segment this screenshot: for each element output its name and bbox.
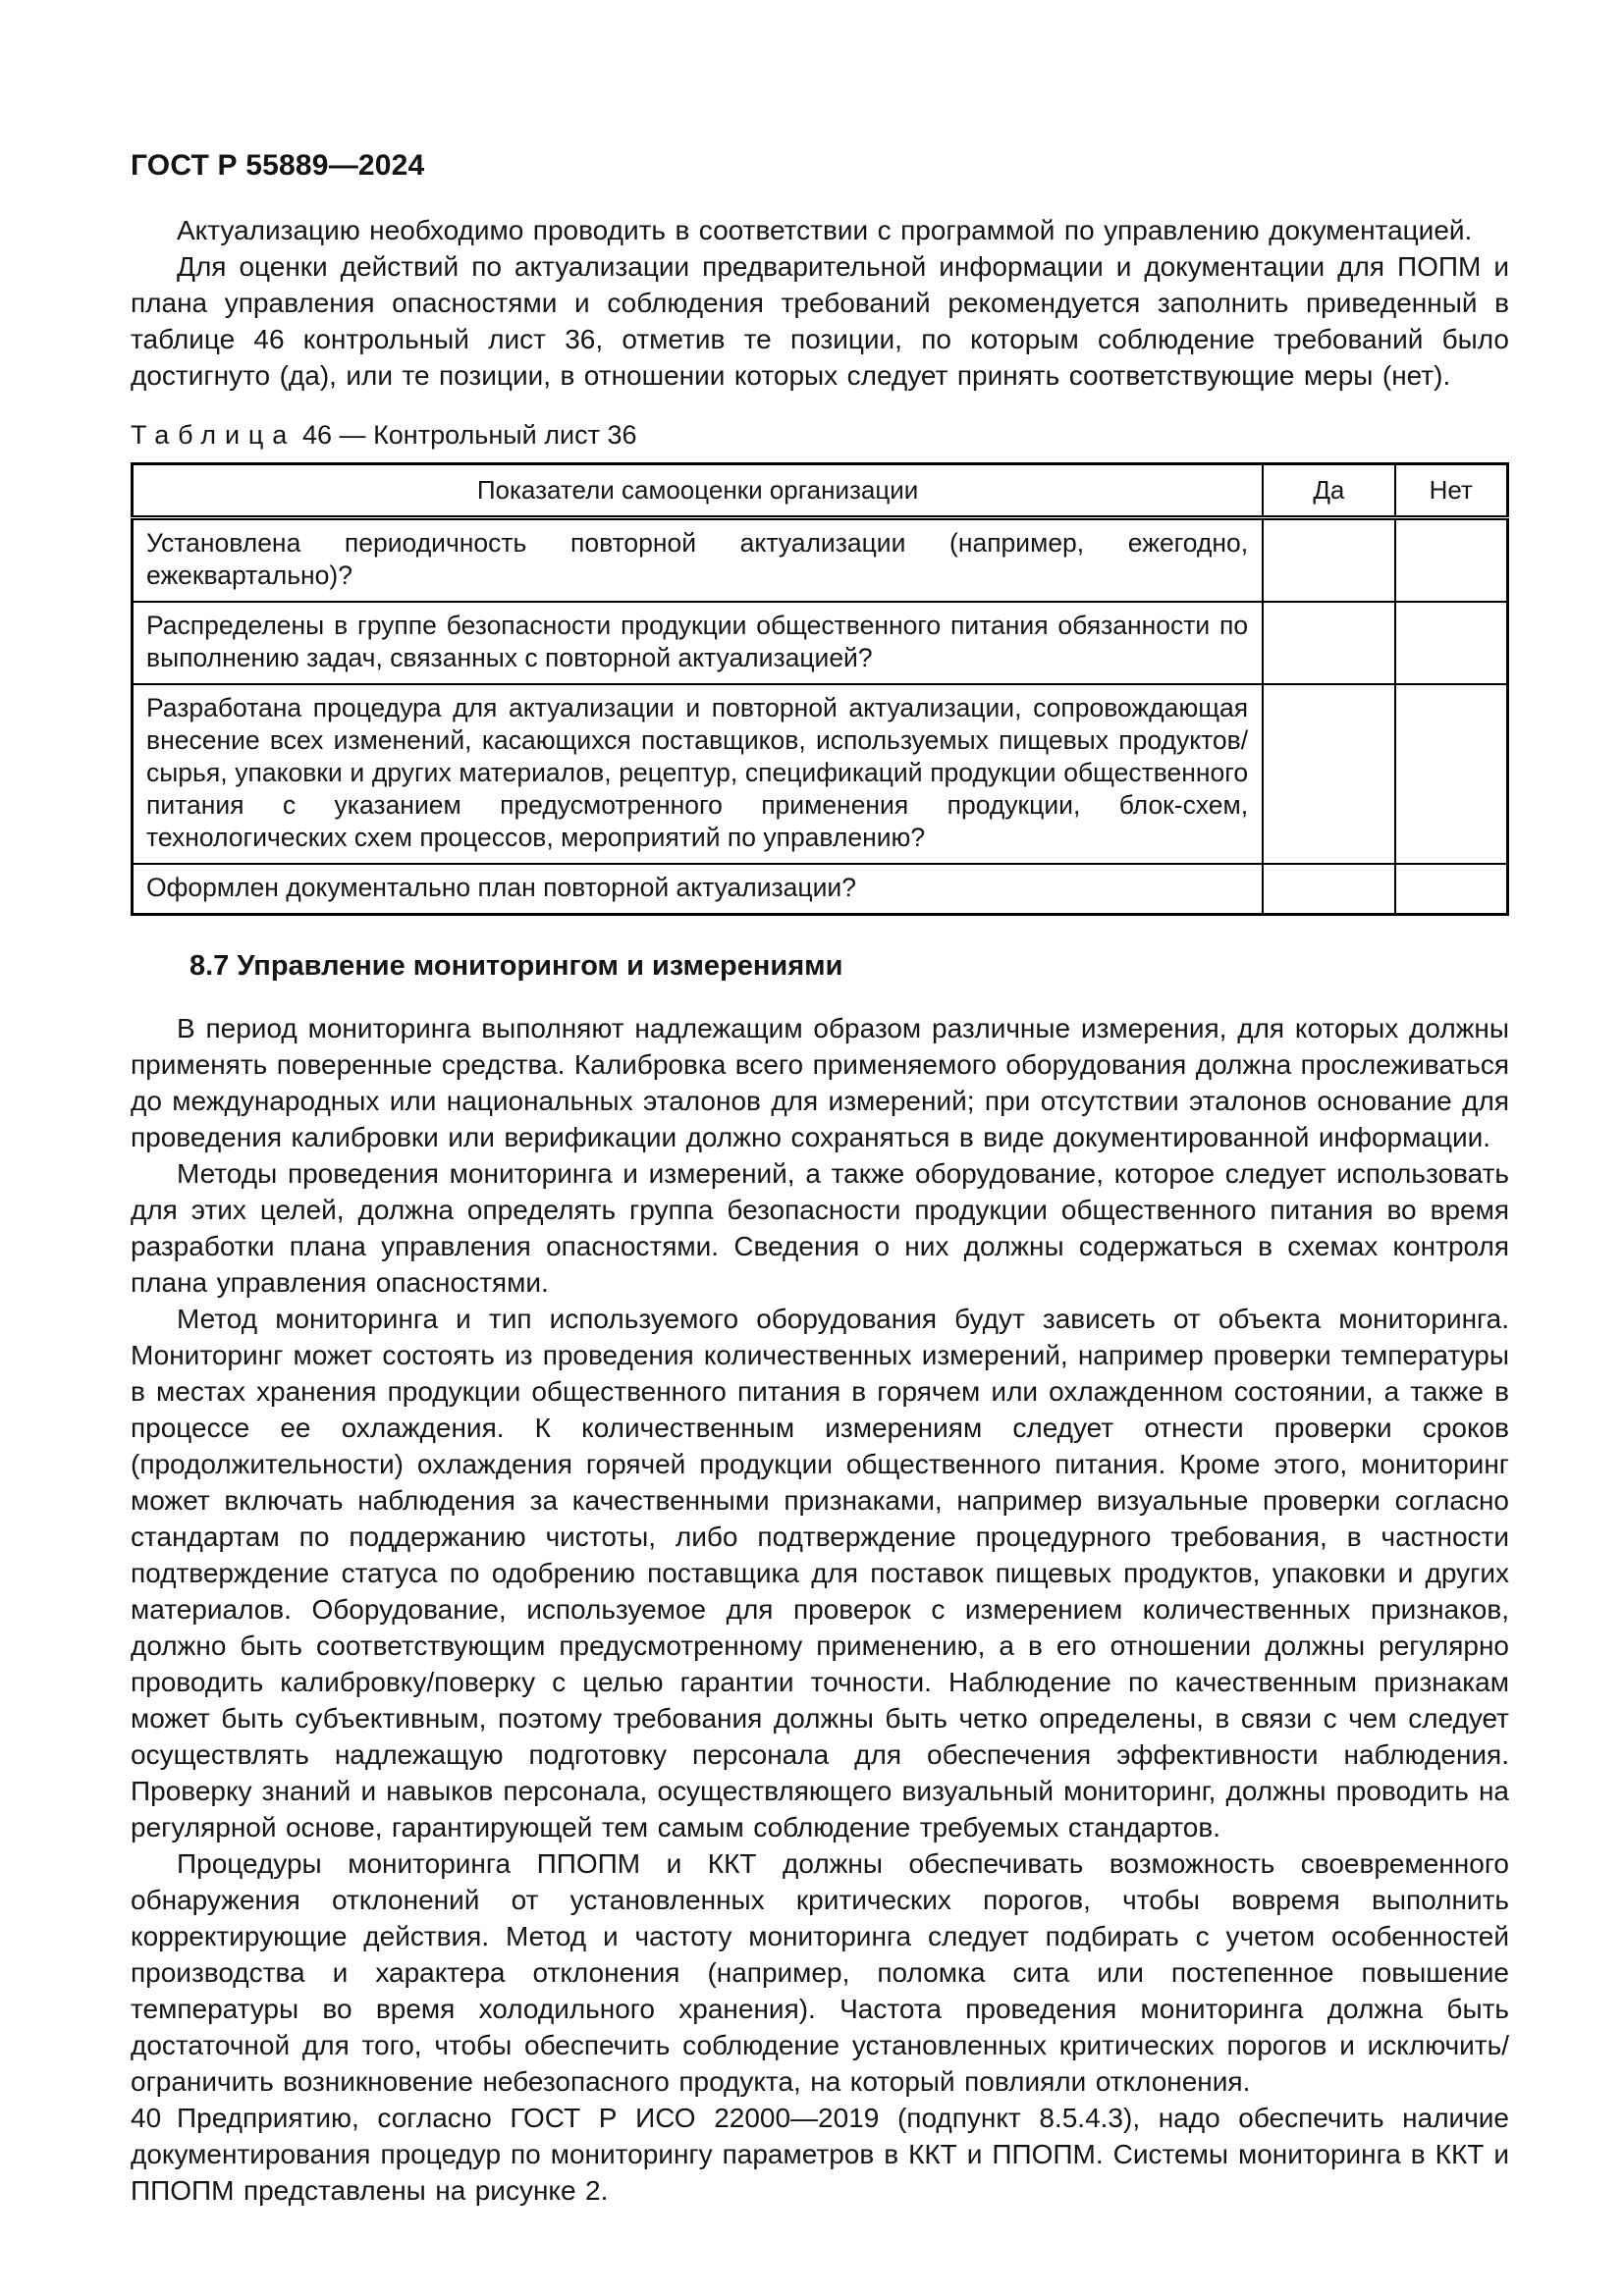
no-answer-cell xyxy=(1395,602,1508,684)
paragraph-monitoring-procedures: Процедуры мониторинга ППОПМ и ККТ должны обеспечивать возможность своевременного обнаружения отклонений от установленных критических порогов, чтобы вовремя выполнить корректирующие действия. Метод и частоту мониторинга следует подбирать с учетом особенностей производства и характера отклонения (например, поломка сита или постепенное повышение температуры во время холодильного хранения). Частота проведения мониторинга должна быть достаточной для того, чтобы обеспечить соблюдение установленных критических порогов и исключить/ограничить возникновение небезопасного продукта, на который повлияли отклонения. xyxy=(131,1848,1509,2097)
table-caption-number: 46 xyxy=(301,420,333,450)
page-content xyxy=(131,149,1509,2209)
yes-answer-cell xyxy=(1263,684,1394,864)
question-cell: Распределены в группе безопасности продукции общественного питания обязанности по выполнению задач, связанных с повторной актуализацией? xyxy=(133,602,1264,684)
yes-answer-cell xyxy=(1263,518,1394,603)
paragraph-enterprise-gost-reference: Предприятию, согласно ГОСТ Р ИСО 22000—2019 (подпункт 8.5.4.3), надо обеспечить наличие документирования процедур по мониторингу параметров в ККТ и ППОПМ. Системы мониторинга в ККТ и ППОПМ представлены на рисунке 2. xyxy=(131,2103,1509,2206)
document-title: ГОСТ Р 55889—2024 xyxy=(131,149,425,182)
table-caption-word: Таблица xyxy=(131,420,297,450)
table-row xyxy=(133,518,1508,603)
paragraph-assessment-intro: Для оценки действий по актуализации предварительной информации и документации для ПОПМ и плана управления опасностями и соблюдения требований рекомендуется заполнить приведенный в таблице 46 контрольный лист 36, отметив те позиции, по которым соблюдение требований было достигнуто (да), или те позиции, в отношении которых следует принять соответствующие меры (нет). xyxy=(131,251,1509,391)
paragraph-actualization: Актуализацию необходимо проводить в соответствии с программой по управлению документацией. xyxy=(177,215,1473,245)
yes-answer-cell xyxy=(1263,602,1394,684)
no-answer-cell xyxy=(1395,518,1508,603)
section-heading-8-7: 8.7 Управление мониторингом и измерениями xyxy=(189,950,843,982)
column-header-yes: Да xyxy=(1263,464,1394,518)
yes-answer-cell xyxy=(1263,864,1394,915)
paragraph-monitoring-types: Метод мониторинга и тип используемого оборудования будут зависеть от объекта мониторинга. Мониторинг может состоять из проведения количественных измерений, например проверки температуры в местах хранения продукции общественного питания в горячем или охлажденном состоянии, а также в процессе ее охлаждения. К количественным измерениям следует отнести проверки сроков (продолжительности) охлаждения горячей продукции общественного питания. Кроме этого, мониторинг может включать наблюдения за качественными признаками, например визуальные проверки согласно стандартам по поддержанию чистоты, либо подтверждение процедурного требования, в частности подтверждение статуса по одобрению поставщика для поставок пищевых продуктов, упаковки и других материалов. Оборудование, используемое для проверок с измерением количественных признаков, должно быть соответствующим предусмотренному применению, а в его отношении должны регулярно проводить калибровку/поверку с целью гарантии точности. Наблюдение по качественным признакам может быть субъективным, поэтому требования должны быть четко определены, в связи с чем следует осуществлять надлежащую подготовку персонала для обеспечения эффективности наблюдения. Проверку знаний и навыков персонала, осуществляющего визуальный мониторинг, должны проводить на регулярной основе, гарантирующей тем самым соблюдение требуемых стандартов. xyxy=(131,1304,1509,1842)
table-caption-title: Контрольный лист 36 xyxy=(373,420,637,450)
no-answer-cell xyxy=(1395,864,1508,915)
column-header-indicators: Показатели самооценки организации xyxy=(133,464,1264,518)
no-answer-cell xyxy=(1395,684,1508,864)
column-header-no: Нет xyxy=(1395,464,1508,518)
table-header-row xyxy=(133,464,1508,518)
table-caption xyxy=(131,419,1509,451)
page-number: 40 xyxy=(131,2103,162,2133)
paragraph-monitoring-methods: Методы проведения мониторинга и измерений, а также оборудование, которое следует использовать для этих целей, должна определять группа безопасности продукции общественного питания во время разработки плана управления опасностями. Сведения о них должны содержаться в схемах контроля плана управления опасностями. xyxy=(131,1158,1509,1298)
table-caption-dash: — xyxy=(339,420,366,450)
question-cell: Установлена периодичность повторной актуализации (например, ежегодно, ежеквартально)? xyxy=(133,518,1264,603)
question-cell: Разработана процедура для актуализации и повторной актуализации, сопровождающая внесение всех изменений, касающихся поставщиков, используемых пищевых продуктов/сырья, упаковки и других материалов, рецептур, спецификаций продукции общественного питания с указанием предусмотренного применения продукции, блок-схем, технологических схем процессов, мероприятий по управлению? xyxy=(133,684,1264,864)
paragraph-monitoring-measurements: В период мониторинга выполняют надлежащим образом различные измерения, для которых должны применять поверенные средства. Калибровка всего применяемого оборудования должна прослеживаться до международных или национальных эталонов для измерений; при отсутствии эталонов основание для проведения калибровки или верификации должно сохраняться в виде документированной информации. xyxy=(131,1013,1509,1152)
question-cell: Оформлен документально план повторной актуализации? xyxy=(133,864,1264,915)
table-row xyxy=(133,864,1508,915)
table-row xyxy=(133,684,1508,864)
self-assessment-checklist-table xyxy=(131,462,1509,916)
table-row xyxy=(133,602,1508,684)
